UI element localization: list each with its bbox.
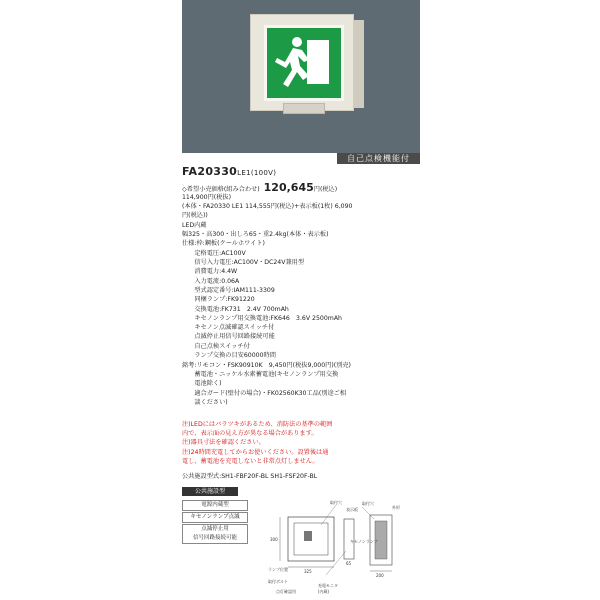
exit-sign-panel	[264, 25, 344, 101]
note-line: 注)LEDにはバラツキがあるため、消防法の基準の範囲	[182, 421, 333, 428]
drawing-label: ランプ位置	[268, 567, 288, 572]
drawing-label: 表示板	[346, 507, 358, 512]
spec-line: 談ください)	[182, 399, 228, 406]
dimension-325: 325	[304, 569, 312, 574]
spec-line: 銘考:リモコン・FSK90910K 9,450円(税抜9,000円)(別売)	[182, 362, 351, 369]
spec-line: 信号入力電圧:AC100V・DC24V兼用型	[182, 259, 305, 266]
panel-symbol	[304, 531, 312, 541]
drawing-label: 取付ボルト	[268, 579, 288, 584]
spec-line: 型式認定番号:IAM111-3309	[182, 287, 275, 294]
spec-line: LED内蔵	[182, 222, 207, 229]
note-line: 電し、蓄電池を充電しないと非常点灯しません。	[182, 458, 319, 465]
price-label: ◇希望小売価格(組み合わせ)	[182, 186, 260, 193]
price-excl-tax: 114,900円(税抜)	[182, 194, 231, 201]
drawing-label: キセノンランプ	[350, 539, 378, 544]
spec-line: 幅325・高300・出しろ65・重2.4kg(本体・表示板)	[182, 231, 329, 238]
drawing-label: (内蔵)	[318, 589, 330, 594]
spec-line: 点滅停止用信号回路接続可能	[182, 333, 275, 340]
spec-line: 適合ガード(壁付の場合)・FK02560K30工品(別途ご相	[182, 390, 347, 397]
drawing-label: 取付穴	[362, 501, 374, 506]
price-unit: 円(税込)	[313, 186, 338, 193]
spec-line: 同梱ランプ:FK91220	[182, 296, 255, 303]
dimension-300: 300	[270, 537, 278, 542]
model-number	[182, 165, 276, 178]
spec-line: 入力電流:0.06A	[182, 278, 240, 285]
option-box: 点滅停止用	[182, 524, 248, 535]
spec-line: 電池除く)	[182, 380, 222, 387]
spec-line: 消費電力:4.4W	[182, 268, 238, 275]
spec-line: キセノンランプ用交換電池:FK646 3.6V 2500mAh	[182, 315, 342, 322]
self-check-badge: 自己点検機能付	[337, 153, 420, 164]
model-suffix: LE1(100V)	[237, 169, 277, 177]
fire-code-models: 公共施設型式:SH1-FBF20F-BL SH1-FSF20F-BL	[182, 473, 318, 480]
running-person-icon	[273, 36, 309, 88]
note-line: 注)器具寸法を確認ください。	[182, 439, 265, 446]
dimension-drawing	[266, 495, 420, 600]
option-box: キセノンランプ点滅	[182, 512, 248, 523]
price-total: 120,645	[263, 181, 314, 194]
public-facility-tag: 公共施設型	[182, 487, 238, 496]
spec-line: キセノン点滅確認スイッチ付	[182, 324, 275, 331]
spec-line: 交換電池:FK731 2.4V 700mAh	[182, 306, 289, 313]
exit-door-icon	[307, 40, 329, 84]
option-box: 信号回路接続可能	[182, 534, 248, 544]
price-breakdown: (本体・FA20330 LE1 114,555円(税込)+表示板(1枚) 6,090	[182, 203, 353, 210]
option-box: 電源内蔵型	[182, 500, 248, 511]
drawing-label: 外形	[392, 505, 400, 510]
spec-line: ランプ交換の目安60000時間	[182, 352, 276, 359]
model-code: FA20330	[182, 165, 238, 178]
note-line: 内で、表示面の見え方が異なる場合があります。	[182, 430, 318, 437]
spec-line: 自己点検スイッチ付	[182, 343, 250, 350]
dimension-65: 65	[346, 561, 352, 566]
drawing-label: 取付穴	[330, 500, 342, 505]
luminaire-base	[283, 103, 325, 114]
spec-line: 蓄電池・ニッケル水素蓄電池(キセノンランプ用交換	[182, 371, 339, 378]
dimension-200: 200	[376, 573, 384, 578]
price-breakdown-cont: 円(税込))	[182, 212, 208, 219]
drawing-label: 充電モニタ	[318, 583, 338, 588]
note-line: 注)24時間充電してからお使いください。設置後は通	[182, 449, 329, 456]
spec-line: 仕様:枠:鋼板(クールホワイト)	[182, 240, 265, 247]
drawing-label: 点灯確認用	[276, 589, 296, 594]
spec-line: 定格電圧:AC100V	[182, 250, 246, 257]
